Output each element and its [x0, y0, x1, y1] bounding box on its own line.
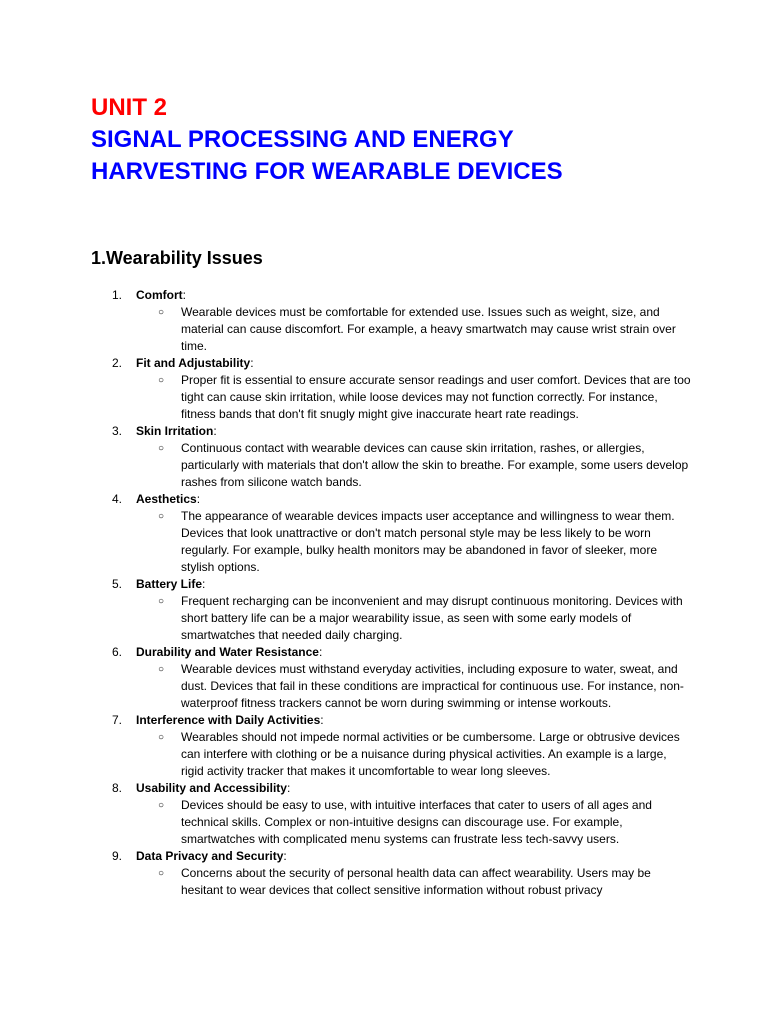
- unit-label: UNIT 2: [91, 94, 168, 121]
- issue-number: 6.: [112, 645, 123, 659]
- issue-detail-text: Wearable devices must be comfortable for extended use. Issues such as weight, size, and material can cause discomfort. For example, a heavy smartwatch may cause wrist strain over time.: [181, 305, 676, 353]
- issue-number: 5.: [112, 577, 123, 591]
- list-item: [91, 780, 691, 848]
- issue-heading: [91, 712, 691, 729]
- issue-heading: [91, 355, 691, 372]
- issue-number: 9.: [112, 849, 123, 863]
- issue-name: Aesthetics: [136, 492, 197, 506]
- hollow-bullet-icon: ○: [158, 800, 165, 811]
- issue-detail-text: Wearable devices must withstand everyday activities, including exposure to water, sweat, and dust. Devices that fail in these conditions are impractical for continuous use. For instance, non-waterproof fitness trackers cannot be worn during swimming or intense workouts.: [181, 662, 684, 710]
- issue-heading: [91, 644, 691, 661]
- issue-heading: [91, 780, 691, 797]
- issue-name-colon: :: [182, 288, 187, 302]
- hollow-bullet-icon: ○: [158, 375, 165, 386]
- issue-number: 4.: [112, 492, 123, 506]
- hollow-bullet-icon: ○: [158, 664, 165, 675]
- issue-detail-text: Devices should be easy to use, with intuitive interfaces that cater to users of all ages and technical skills. Complex or non-intuitive designs can discourage use. For example, smartwatches with complicated menu systems can frustrate less tech-savvy users.: [181, 798, 652, 846]
- issue-number: 1.: [112, 288, 123, 302]
- hollow-bullet-icon: ○: [158, 868, 165, 879]
- issue-name-colon: :: [320, 713, 324, 727]
- list-item: [91, 423, 691, 491]
- issue-number: 8.: [112, 781, 123, 795]
- issue-name: Skin Irritation: [136, 424, 214, 438]
- hollow-bullet-icon: ○: [158, 596, 165, 607]
- issue-name-colon: :: [250, 356, 254, 370]
- issue-detail: [91, 729, 691, 780]
- issue-detail-text: The appearance of wearable devices impacts user acceptance and willingness to wear them. Devices that look unattractive or don't match personal style may be less likely to be worn regularly. For example, bulky health monitors may be abandoned in favor of sleeker, more stylish options.: [181, 509, 675, 574]
- hollow-bullet-icon: ○: [158, 511, 165, 522]
- issue-number: 2.: [112, 356, 123, 370]
- list-item: [91, 576, 691, 644]
- issue-name: Durability and Water Resistance: [136, 645, 319, 659]
- hollow-bullet-icon: ○: [158, 732, 165, 743]
- issue-name: Data Privacy and Security: [136, 849, 284, 863]
- issue-number: 3.: [112, 424, 123, 438]
- issue-detail: [91, 661, 691, 712]
- wearability-issues-list: [91, 287, 691, 899]
- issue-name-colon: :: [286, 781, 291, 795]
- issue-heading: [91, 848, 691, 865]
- issue-detail: [91, 304, 691, 355]
- issue-name-colon: :: [202, 577, 206, 591]
- issue-heading: [91, 423, 691, 440]
- issue-name: Usability and Accessibility: [136, 781, 287, 795]
- issue-detail: [91, 440, 691, 491]
- section-heading: 1.Wearability Issues: [91, 248, 263, 268]
- list-item: [91, 848, 691, 899]
- issue-name-colon: :: [213, 424, 217, 438]
- list-item: [91, 712, 691, 780]
- issue-heading: [91, 491, 691, 508]
- issue-detail-text: Frequent recharging can be inconvenient and may disrupt continuous monitoring. Devices with short battery life can be a major wearability issue, as seen with some early models of smartwatches that needed daily charging.: [181, 594, 683, 642]
- issue-detail: [91, 797, 691, 848]
- list-item: [91, 355, 691, 423]
- issue-detail: [91, 372, 691, 423]
- issue-detail: [91, 865, 691, 899]
- list-item: [91, 644, 691, 712]
- issue-name: Fit and Adjustability: [136, 356, 251, 370]
- issue-name: Interference with Daily Activities: [136, 713, 321, 727]
- issue-name-colon: :: [196, 492, 201, 506]
- list-item: [91, 287, 691, 355]
- issue-detail-text: Concerns about the security of personal health data can affect wearability. Users may be hesitant to wear devices that collect sensitive information without robust privacy: [181, 866, 651, 897]
- issue-name-colon: :: [318, 645, 323, 659]
- hollow-bullet-icon: ○: [158, 307, 165, 318]
- issue-detail-text: Proper fit is essential to ensure accurate sensor readings and user comfort. Devices that are too tight can cause skin irritation, while loose devices may not function correctly. For instance, fitness bands that don't fit snugly might give inaccurate heart rate readings.: [181, 373, 691, 421]
- issue-name: Battery Life: [136, 577, 203, 591]
- issue-name: Comfort: [136, 288, 183, 302]
- issue-heading: [91, 576, 691, 593]
- issue-heading: [91, 287, 691, 304]
- list-item: [91, 491, 691, 576]
- issue-number: 7.: [112, 713, 123, 727]
- unit-title-block: [91, 92, 651, 188]
- hollow-bullet-icon: ○: [158, 443, 165, 454]
- issue-detail-text: Wearables should not impede normal activities or be cumbersome. Large or obtrusive devices can interfere with clothing or be a nuisance during physical activities. An example is a large, rigid activity tracker that makes it uncomfortable to wear long sleeves.: [181, 730, 680, 778]
- issue-detail-text: Continuous contact with wearable devices can cause skin irritation, rashes, or allergies, particularly with materials that don't allow the skin to breathe. For example, some users develop rashes from silicone watch bands.: [181, 441, 689, 489]
- issue-name-colon: :: [283, 849, 287, 863]
- issue-detail: [91, 508, 691, 576]
- unit-heading: SIGNAL PROCESSING AND ENERGY HARVESTING FOR WEARABLE DEVICES: [91, 126, 563, 185]
- issue-detail: [91, 593, 691, 644]
